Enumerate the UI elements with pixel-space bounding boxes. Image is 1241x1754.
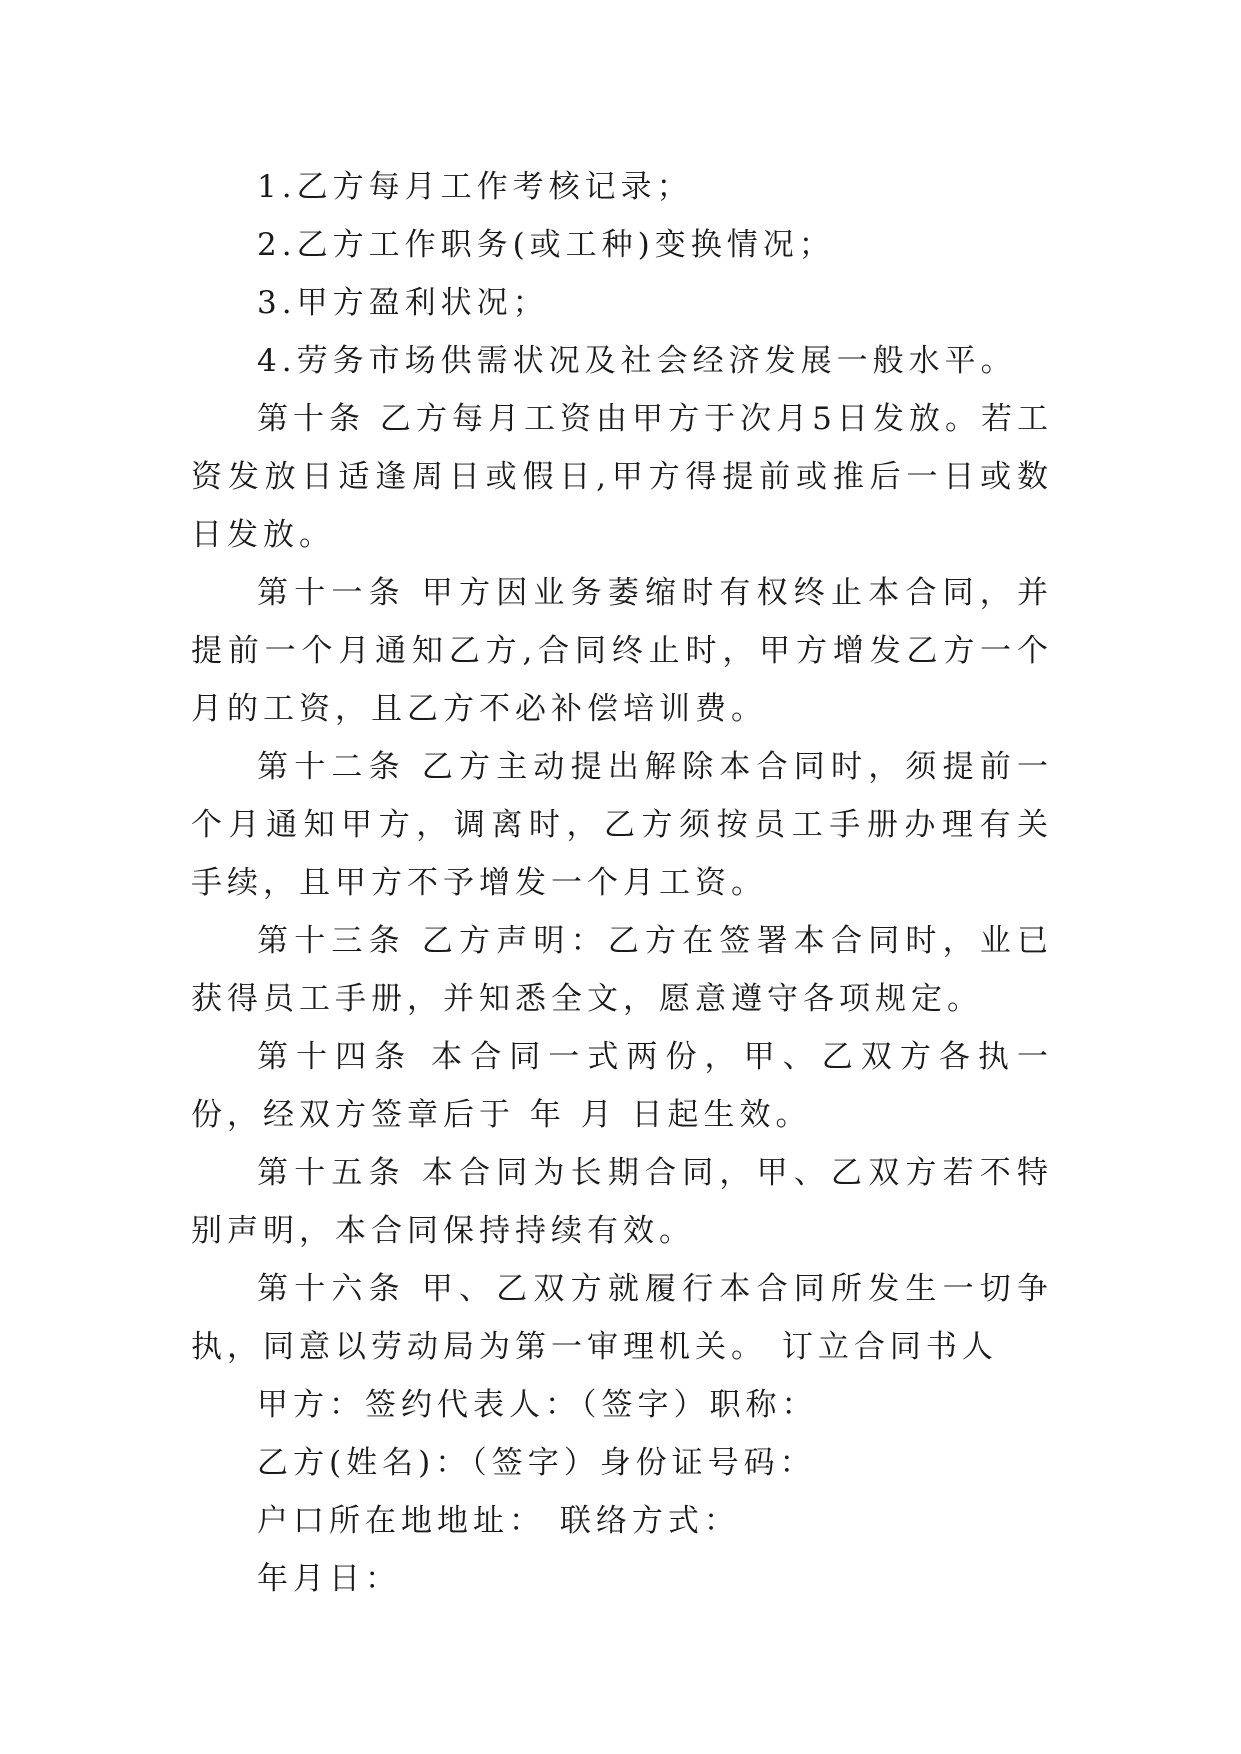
address-contact-line: 户口所在地地址： 联络方式：	[257, 1503, 740, 1539]
article-16: 第十六条 甲、乙双方就履行本合同所发生一切争执，同意以劳动局为第一审理机关。 订立合同书人	[191, 1271, 1053, 1365]
article-15: 第十五条 本合同为长期合同，甲、乙双方若不特别声明，本合同保持持续有效。	[191, 1155, 1053, 1249]
list-item-assessment-record: 1.乙方每月工作考核记录；	[257, 169, 693, 205]
article-11: 第十一条 甲方因业务萎缩时有权终止本合同，并提前一个月通知乙方,合同终止时，甲方增发乙方一个月的工资，且乙方不必补偿培训费。	[191, 575, 1053, 727]
list-item-labor-market: 4.劳务市场供需状况及社会经济发展一般水平。	[257, 343, 1017, 379]
document-body	[191, 158, 1053, 1608]
list-item-job-change: 2.乙方工作职务(或工种)变换情况；	[257, 227, 835, 263]
article-12: 第十二条 乙方主动提出解除本合同时，须提前一个月通知甲方，调离时，乙方须按员工手册办理有关手续，且甲方不予增发一个月工资。	[191, 749, 1053, 901]
list-item-profit-status: 3.甲方盈利状况；	[257, 285, 549, 321]
article-13: 第十三条 乙方声明：乙方在签署本合同时，业已获得员工手册，并知悉全文，愿意遵守各项规定。	[191, 923, 1053, 1017]
party-b-signature-line: 乙方(姓名)：（签字）身份证号码：	[257, 1445, 816, 1481]
party-a-signature-line: 甲方：签约代表人：（签字）职称：	[257, 1387, 818, 1423]
date-line: 年月日：	[257, 1561, 401, 1597]
article-14: 第十四条 本合同一式两份，甲、乙双方各执一份，经双方签章后于 年 月 日起生效。	[191, 1039, 1053, 1133]
article-10: 第十条 乙方每月工资由甲方于次月5日发放。若工资发放日适逢周日或假日,甲方得提前或推后一日或数日发放。	[191, 401, 1053, 553]
